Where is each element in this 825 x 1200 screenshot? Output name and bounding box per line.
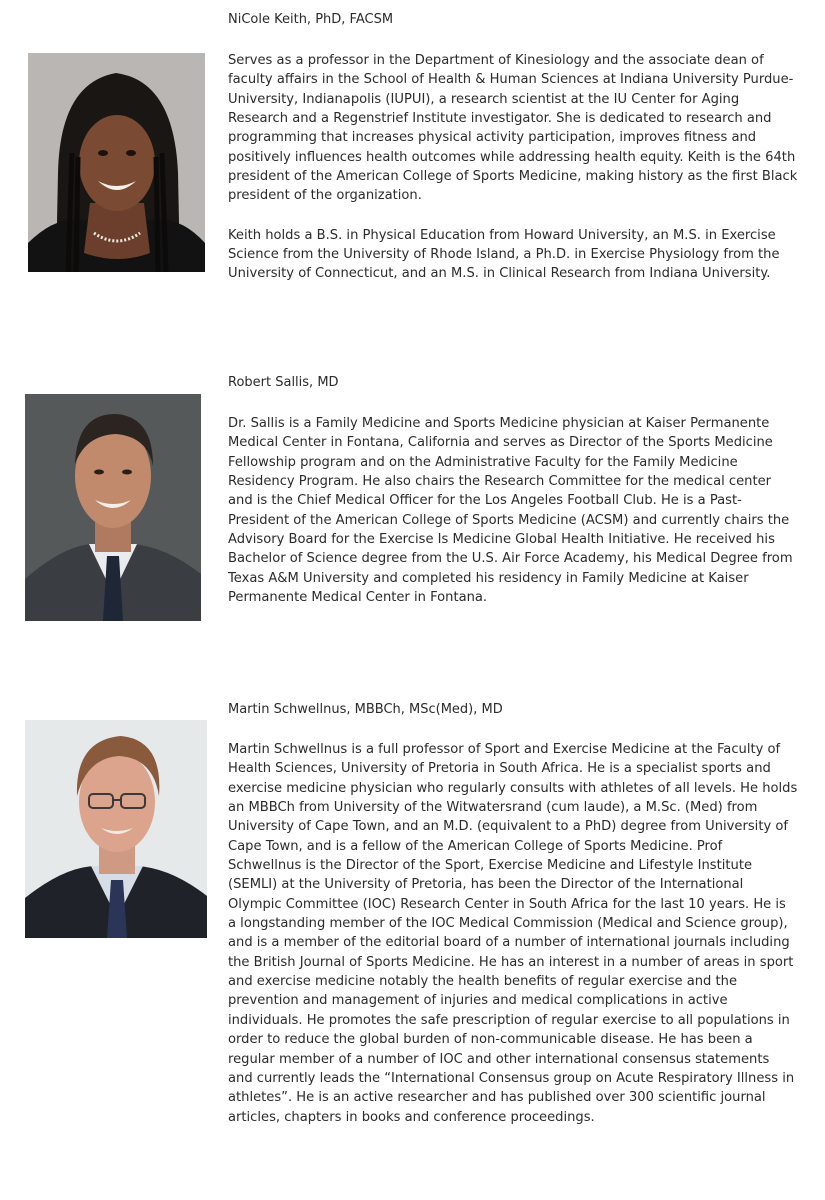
person-name: Robert Sallis, MD xyxy=(228,375,339,390)
person-name: NiCole Keith, PhD, FACSM xyxy=(228,12,394,27)
portrait-photo-icon xyxy=(25,720,207,938)
bio-paragraph: Dr. Sallis is a Family Medicine and Sports Medicine physician at Kaiser Permanente Medical Center in Fontana, California and serves as Director of the Sports Medicine Fellowship program and on the Administrative Faculty for the Family Medicine Residency Program. He also chairs the Research Committee for the medical center and is the Chief Medical Officer for the Los Angeles Football Club. He is a Past-President of the American College of Sports Medicine (ACSM) and currently chairs the Advisory Board for the Exercise Is Medicine Global Health Initiative. He received his Bachelor of Science degree from the U.S. Air Force Academy, his Medical Degree from Texas A&M University and completed his residency in Family Medicine at Kaiser Permanente Medical Center in Fontana. xyxy=(228,416,793,606)
bio-paragraph: Martin Schwellnus is a full professor of Sport and Exercise Medicine at the Faculty of Health Sciences, University of Pretoria in South Africa. He is a specialist sports and exercise medicine physician who regularly consults with athletes of all levels. He holds an MBBCh from University of the Witwatersrand (cum laude), a M.Sc. (Med) from University of Cape Town, and an M.D. (equivalent to a PhD) degree from University of Cape Town, and is a fellow of the American College of Sports Medicine. Prof Schwellnus is the Director of the Sport, Exercise Medicine and Lifestyle Institute (SEMLI) at the University of Pretoria, has been the Director of the International Olympic Committee (IOC) Research Center in South Africa for the last 10 years. He is a longstanding member of the IOC Medical Commission (Medical and Science group), and is a member of the editorial board of a number of international journals including the British Journal of Sports Medicine. He has an interest in a number of areas in sport and exercise medicine notably the health benefits of regular exercise and the prevention and management of injuries and medical complications in active individuals. He promotes the safe prescription of regular exercise to all populations in order to reduce the global burden of non-communicable disease. He has been a regular member of a number of IOC and other international consensus statements and currently leads the “International Consensus group on Acute Respiratory Illness in athletes”. He is an active researcher and has published over 300 scientific journal articles, chapters in books and conference proceedings. xyxy=(228,742,798,1125)
bio-paragraph: Serves as a professor in the Department of Kinesiology and the associate dean of faculty affairs in the School of Health & Human Sciences at Indiana University Purdue-University, Indianapolis (IUPUI), a research scientist at the IU Center for Aging Research and a Regenstrief Institute investigator. She is dedicated to research and programming that increases physical activity participation, improves fitness and positively influences health outcomes while addressing health equity. Keith is the 64th president of the American College of Sports Medicine, making history as the first Black president of the organization. xyxy=(228,53,798,204)
bio-paragraph: Keith holds a B.S. in Physical Education from Howard University, an M.S. in Exercise Science from the University of Rhode Island, a Ph.D. in Exercise Physiology from the University of Connecticut, and an M.S. in Clinical Research from Indiana University. xyxy=(228,227,780,282)
portrait-photo-icon xyxy=(28,53,205,272)
portrait-photo-icon xyxy=(25,394,201,621)
person-name: Martin Schwellnus, MBBCh, MSc(Med), MD xyxy=(228,702,503,717)
